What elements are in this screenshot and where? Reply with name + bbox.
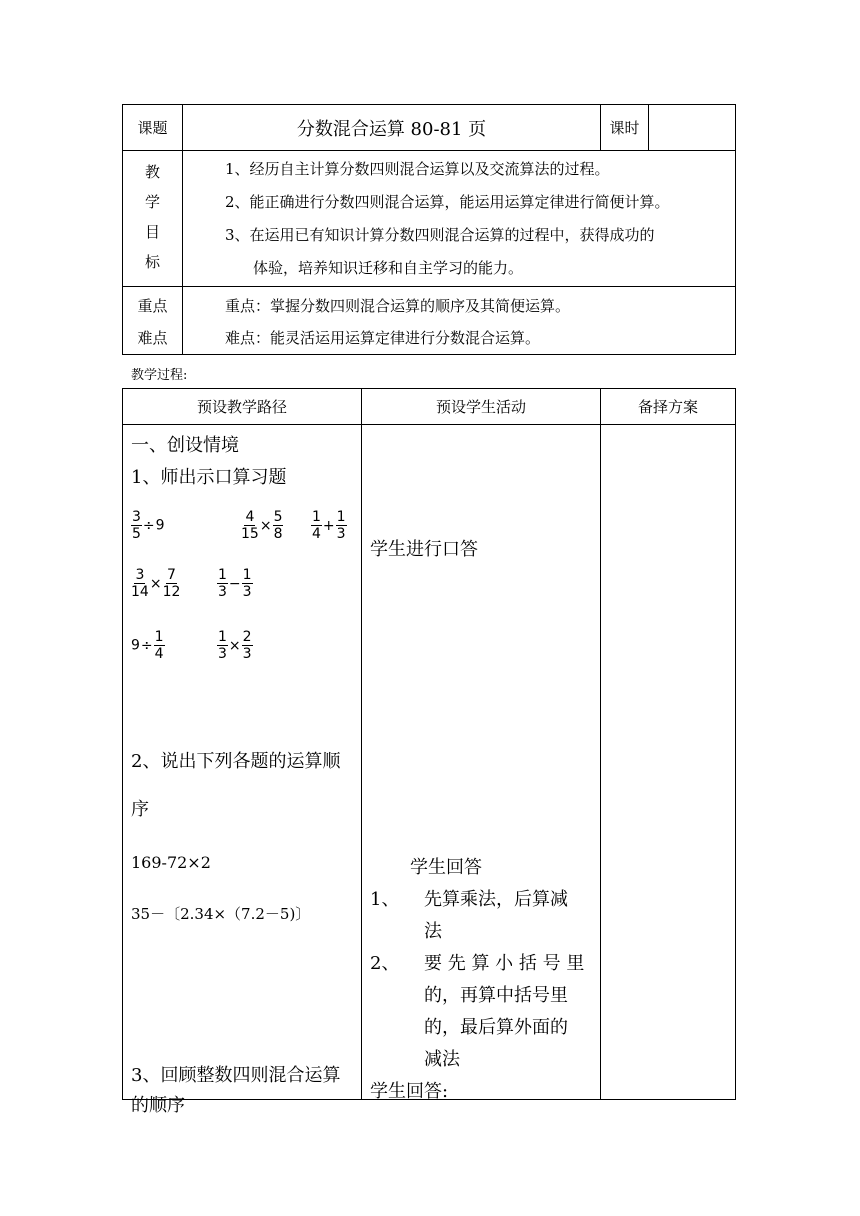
topic-label: 课题: [123, 105, 183, 151]
denominator: 3: [336, 526, 346, 542]
exercise-7: [217, 629, 253, 662]
expression-1: 169-72×2: [131, 853, 211, 872]
item-1-line: 法: [424, 921, 442, 942]
student-activity-cell: [362, 425, 601, 1100]
exercise-1: [131, 509, 165, 542]
key-point: 难点：能灵活运用运算定律进行分数混合运算。: [225, 329, 541, 347]
expression-2: 35－〔2.34×（7.2－5)〕: [131, 905, 311, 923]
denominator: 3: [218, 584, 227, 600]
goal-item: 2、能正确进行分数四则混合运算，能运用运算定律进行简便计算。: [225, 193, 670, 211]
exercise-2: [241, 509, 283, 542]
header-alternative: 备择方案: [601, 389, 736, 425]
key-points-label: [123, 287, 183, 355]
operator: −: [228, 575, 241, 592]
numerator: 1: [242, 567, 252, 583]
step-3-line2: 的顺序: [131, 1095, 185, 1116]
whole-number: 9: [131, 637, 140, 654]
operator: ×: [259, 517, 272, 534]
student-answer-3: 学生回答:: [370, 1081, 449, 1102]
key-label-char: 重点: [137, 297, 168, 315]
goal-item: 3、在运用已有知识计算分数四则混合运算的过程中，获得成功的: [225, 226, 655, 244]
numerator: 3: [135, 567, 145, 583]
exercise-4: [131, 567, 180, 600]
numerator: 3: [132, 509, 141, 525]
step-1: 1、师出示口算习题: [131, 467, 287, 488]
denominator: 4: [154, 646, 164, 662]
item-2-line: 的，再算中括号里: [424, 985, 568, 1006]
period-label: 课时: [601, 105, 649, 151]
denominator: 3: [242, 646, 252, 662]
step-3-line1: 3、回顾整数四则混合运算: [131, 1065, 341, 1086]
item-2-number: 2、: [370, 953, 400, 974]
goal-item: 1、经历自主计算分数四则混合运算以及交流算法的过程。: [225, 160, 610, 178]
whole-number: 9: [155, 517, 165, 534]
key-label-char: 难点: [137, 329, 168, 347]
student-answer-1: 学生进行口答: [370, 539, 478, 560]
section-title: 一、创设情境: [131, 435, 239, 456]
student-answer-2-title: 学生回答: [410, 857, 482, 878]
numerator: 4: [245, 509, 255, 525]
denominator: 3: [242, 584, 252, 600]
numerator: 1: [218, 629, 227, 645]
denominator: 5: [132, 526, 141, 542]
exercise-5: [217, 567, 253, 600]
goals-content: [183, 151, 736, 287]
step-2-line1: 2、说出下列各题的运算顺: [131, 751, 341, 772]
operator: ×: [149, 575, 162, 592]
exercise-3: [311, 509, 347, 542]
numerator: 1: [336, 509, 346, 525]
goals-label-char: 教: [144, 163, 160, 181]
topic-title: 分数混合运算 80-81 页: [183, 105, 601, 151]
goals-label-char: 学: [144, 193, 160, 211]
numerator: 5: [273, 509, 283, 525]
header-student-activity: 预设学生活动: [362, 389, 601, 425]
numerator: 2: [242, 629, 252, 645]
denominator: 15: [241, 526, 259, 542]
denominator: 4: [312, 526, 321, 542]
goals-label: [123, 151, 183, 287]
item-1-number: 1、: [370, 889, 400, 910]
header-teaching-path: 预设教学路径: [123, 389, 362, 425]
goals-label-char: 标: [144, 253, 160, 271]
alternative-plan-cell: [601, 425, 736, 1100]
item-2-line: 的，最后算外面的: [424, 1017, 568, 1038]
denominator: 3: [218, 646, 227, 662]
item-2-line: 减法: [424, 1049, 460, 1070]
denominator: 12: [162, 584, 181, 600]
numerator: 1: [154, 629, 164, 645]
goals-label-char: 目: [144, 223, 160, 241]
numerator: 7: [167, 567, 176, 583]
operator: ÷: [140, 637, 153, 654]
goal-item: 体验，培养知识迁移和自主学习的能力。: [253, 259, 524, 277]
numerator: 1: [218, 567, 227, 583]
operator: +: [322, 517, 335, 534]
lesson-header-table: [122, 104, 736, 355]
process-label: 教学过程:: [131, 368, 188, 383]
exercise-6: [131, 629, 165, 662]
key-point: 重点：掌握分数四则混合运算的顺序及其简便运算。: [225, 297, 571, 315]
denominator: 8: [273, 526, 283, 542]
key-points-content: [183, 287, 736, 355]
step-2-line2: 序: [131, 799, 149, 820]
teaching-process-table: [122, 388, 736, 1116]
denominator: 14: [131, 584, 149, 600]
operator: ×: [228, 637, 241, 654]
item-1-line: 先算乘法，后算减: [424, 889, 568, 910]
teaching-path-cell: [123, 425, 362, 1116]
item-2-line: 要 先 算 小 括 号 里: [424, 953, 585, 974]
numerator: 1: [312, 509, 321, 525]
operator: ÷: [142, 517, 155, 534]
period-value: [649, 105, 736, 151]
